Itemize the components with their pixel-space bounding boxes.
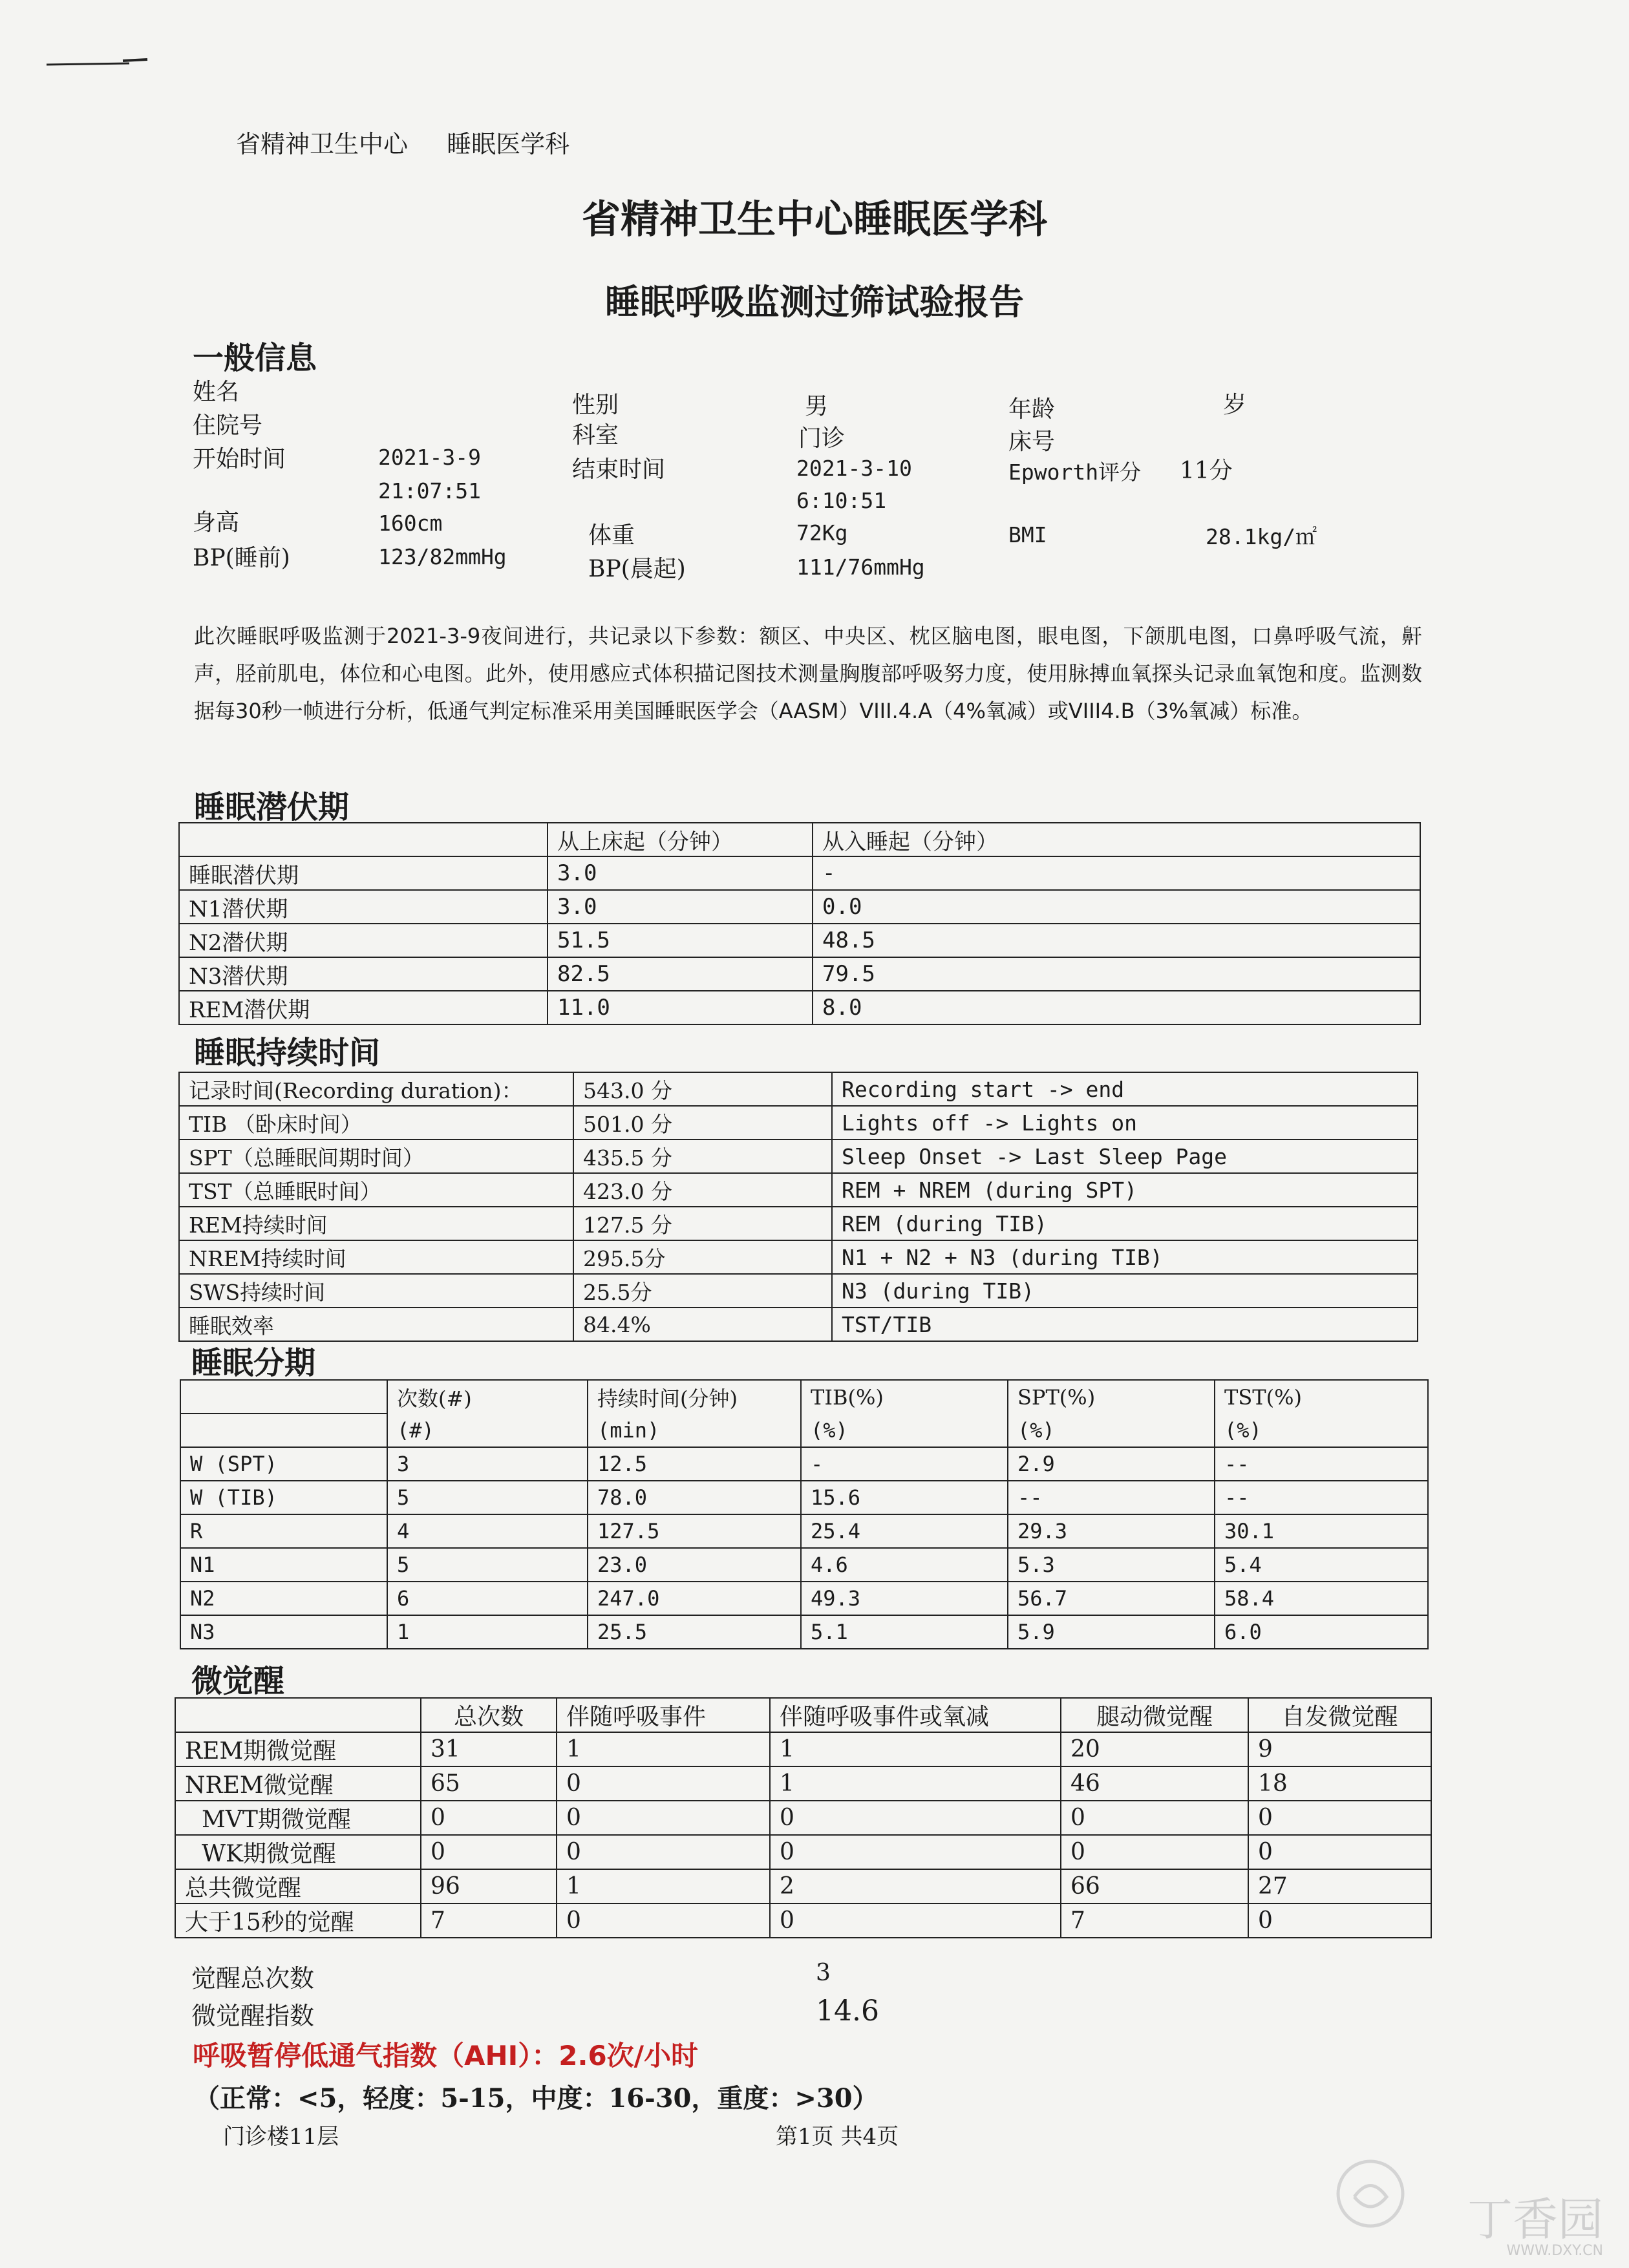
table-cell: 51.5 [548,924,813,957]
table-cell: 0 [557,1801,770,1835]
table-cell: -- [1215,1481,1428,1514]
start-label: 开始时间 [193,446,286,472]
table-cell: 423.0 分 [573,1173,832,1207]
table-row [179,1139,1418,1173]
table-cell: NREM微觉醒 [175,1766,421,1801]
table-row [179,1274,1418,1308]
table-cell: 2 [770,1869,1061,1903]
watermark-logo-icon [1335,2158,1406,2229]
arousal-index-label: 微觉醒指数 [191,2002,315,2030]
table-row [179,1240,1418,1274]
table-cell: 5.1 [801,1615,1008,1649]
section-duration: 睡眠持续时间 [194,1035,381,1071]
table-cell: 1 [557,1732,770,1766]
table-row [179,1308,1418,1341]
table-row [175,1698,1431,1732]
room-value: 门诊 [798,425,846,452]
table-cell: 0 [770,1835,1061,1869]
table-row [179,823,1420,856]
table-header: SPT(%) [1008,1380,1215,1414]
table-cell: 0 [1061,1835,1248,1869]
table-cell: 11.0 [548,991,813,1024]
weight-value: 72Kg [796,520,848,546]
table-header: 自发微觉醒 [1248,1698,1431,1732]
start-date: 2021-3-9 [378,445,481,470]
sex-label: 性别 [572,392,619,418]
bed-label: 床号 [1008,429,1056,455]
table-cell: N3潜伏期 [179,957,548,991]
total-arousal-label: 觉醒总次数 [191,1964,315,1993]
table-cell: 4 [387,1514,588,1548]
table-cell [175,1698,421,1732]
name-label: 姓名 [193,379,240,405]
table-header: TIB(%) [801,1380,1008,1414]
table-cell: REM期微觉醒 [175,1732,421,1766]
admission-label: 住院号 [193,412,263,439]
table-cell: 0 [770,1903,1061,1938]
table-cell: -- [1008,1481,1215,1514]
height-value: 160cm [378,511,443,536]
end-date: 2021-3-10 [796,456,912,481]
table-cell: 8.0 [813,991,1420,1024]
bp-morning-value: 111/76mmHg [796,555,925,580]
duration-table [178,1072,1418,1342]
table-cell: (#) [387,1414,588,1447]
table-header: TST(%) [1215,1380,1428,1414]
table-cell: 29.3 [1008,1514,1215,1548]
table-cell: 23.0 [588,1548,801,1582]
bp-before-label: BP(睡前) [193,545,290,571]
table-cell: REM + NREM (during SPT) [832,1173,1418,1207]
table-row [180,1380,1428,1414]
table-cell: 6.0 [1215,1615,1428,1649]
table-cell: 295.5分 [573,1240,832,1274]
table-cell: 3.0 [548,856,813,890]
section-latency: 睡眠潜伏期 [194,789,350,825]
table-cell: 大于15秒的觉醒 [175,1903,421,1938]
table-cell: TIB （卧床时间） [179,1106,573,1139]
table-cell: 0.0 [813,890,1420,924]
description-paragraph: 此次睡眠呼吸监测于2021-3-9夜间进行，共记录以下参数：额区、中央区、枕区脑电图，眼电图，下颌肌电图，口鼻呼吸气流，鼾声，胫前肌电，体位和心电图。此外，使用感应式体积描记图技术测量胸腹部呼吸努力度，使用脉搏血氧探头记录血氧饱和度。监测数据每30秒一帧进行分析，低通气判定标准采用美国睡眠医学会（AASM）VIII.4.A（4%氧减）或VIII4.B（3%氧减）标准。 [194,624,1422,723]
age-unit: 岁 [1223,392,1247,418]
table-cell: 25.5分 [573,1274,832,1308]
table-row [180,1548,1428,1582]
table-row [180,1414,1428,1447]
header-hospital: 省精神卫生中心 [236,130,409,158]
table-row [175,1903,1431,1938]
table-cell: REM (during TIB) [832,1207,1418,1240]
table-cell: N2潜伏期 [179,924,548,957]
section-staging: 睡眠分期 [191,1345,316,1381]
table-cell: TST（总睡眠时间） [179,1173,573,1207]
section-arousal: 微觉醒 [191,1663,285,1699]
table-cell: (min) [588,1414,801,1447]
watermark-text: 丁香园 [1467,2193,1603,2246]
page-header [236,124,601,160]
table-cell: 12.5 [588,1447,801,1481]
table-cell: 1 [770,1732,1061,1766]
table-header: 从上床起（分钟） [548,823,813,856]
table-cell: 1 [387,1615,588,1649]
table-cell: (%) [801,1414,1008,1447]
table-cell: R [180,1514,387,1548]
table-cell: 睡眠潜伏期 [179,856,548,890]
table-row [179,991,1420,1024]
table-cell: 20 [1061,1732,1248,1766]
table-header: 伴随呼吸事件或氧减 [770,1698,1061,1732]
table-cell: W (SPT) [180,1447,387,1481]
table-cell: 48.5 [813,924,1420,957]
table-row [180,1447,1428,1481]
table-row [179,1072,1418,1106]
table-cell: SPT（总睡眠间期时间） [179,1139,573,1173]
table-row [175,1869,1431,1903]
table-row [179,1207,1418,1240]
table-cell: 1 [770,1766,1061,1801]
table-cell: (%) [1008,1414,1215,1447]
table-cell: 5.9 [1008,1615,1215,1649]
table-header: 总次数 [421,1698,557,1732]
staging-table [180,1379,1429,1649]
table-cell: 82.5 [548,957,813,991]
table-cell: 0 [1248,1903,1431,1938]
table-cell: 0 [1248,1835,1431,1869]
table-header: 伴随呼吸事件 [557,1698,770,1732]
table-cell: 127.5 [588,1514,801,1548]
table-cell: 65 [421,1766,557,1801]
table-cell: 睡眠效率 [179,1308,573,1341]
bmi-value: 28.1kg/㎡ [1206,524,1317,549]
table-cell: 435.5 分 [573,1139,832,1173]
table-row [175,1732,1431,1766]
arousal-index-value: 14.6 [816,1995,879,2028]
table-cell: NREM持续时间 [179,1240,573,1274]
table-cell: 247.0 [588,1582,801,1615]
table-header: 从入睡起（分钟） [813,823,1420,856]
table-cell [179,823,548,856]
end-time: 6:10:51 [796,488,887,513]
table-cell: 79.5 [813,957,1420,991]
table-row [175,1835,1431,1869]
section-general: 一般信息 [193,340,317,376]
table-cell: 25.5 [588,1615,801,1649]
watermark-url: WWW.DXY.CN [1506,2243,1603,2259]
table-row [179,957,1420,991]
table-row [179,1106,1418,1139]
table-cell: 5 [387,1548,588,1582]
arousal-table [175,1697,1432,1938]
table-cell: 27 [1248,1869,1431,1903]
table-cell: 4.6 [801,1548,1008,1582]
table-cell: Recording start -> end [832,1072,1418,1106]
table-cell: 总共微觉醒 [175,1869,421,1903]
bp-before-value: 123/82mmHg [378,544,507,569]
table-cell: 58.4 [1215,1582,1428,1615]
height-label: 身高 [193,509,240,536]
table-cell: SWS持续时间 [179,1274,573,1308]
table-row [179,890,1420,924]
table-cell: - [801,1447,1008,1481]
table-cell: 0 [557,1835,770,1869]
end-label: 结束时间 [572,456,666,483]
table-cell: - [813,856,1420,890]
table-row [179,924,1420,957]
table-cell: 记录时间(Recording duration)： [179,1072,573,1106]
epworth-value: 11分 [1180,458,1233,484]
table-cell: 25.4 [801,1514,1008,1548]
room-label: 科室 [572,422,619,449]
table-cell: 0 [770,1801,1061,1835]
table-row [180,1481,1428,1514]
table-cell: N3 [180,1615,387,1649]
table-cell: N2 [180,1582,387,1615]
table-row [175,1766,1431,1801]
table-cell: -- [1215,1447,1428,1481]
table-header: 次数(#) [387,1380,588,1414]
table-cell: 15.6 [801,1481,1008,1514]
pen-mark [45,58,149,67]
table-cell: 84.4% [573,1308,832,1341]
sex-value: 男 [805,393,829,419]
table-cell: 0 [421,1801,557,1835]
footer-page: 第1页 共4页 [776,2124,899,2150]
table-cell: 0 [1248,1801,1431,1835]
table-header: 腿动微觉醒 [1061,1698,1248,1732]
table-cell: 31 [421,1732,557,1766]
table-cell: 501.0 分 [573,1106,832,1139]
table-cell: 7 [421,1903,557,1938]
table-cell: N1 + N2 + N3 (during TIB) [832,1240,1418,1274]
table-cell: (%) [1215,1414,1428,1447]
table-cell: 6 [387,1582,588,1615]
table-cell: 66 [1061,1869,1248,1903]
table-cell: 49.3 [801,1582,1008,1615]
table-row [175,1801,1431,1835]
table-cell: 2.9 [1008,1447,1215,1481]
table-cell: 0 [421,1835,557,1869]
total-arousal-value: 3 [816,1960,831,1986]
table-cell: 46 [1061,1766,1248,1801]
table-cell: W (TIB) [180,1481,387,1514]
footer-location: 门诊楼11层 [223,2124,339,2150]
table-row [180,1514,1428,1548]
table-cell: 0 [557,1766,770,1801]
table-cell: MVT期微觉醒 [175,1801,421,1835]
table-cell: REM潜伏期 [179,991,548,1024]
ahi-reference: （正常：<5，轻度：5-15，中度：16-30，重度：>30） [194,2083,878,2114]
ahi-line: 呼吸暂停低通气指数（AHI）：2.6次/小时 [193,2040,699,2072]
table-cell: 7 [1061,1903,1248,1938]
start-time: 21:07:51 [378,478,481,503]
table-cell [180,1380,387,1414]
table-cell: 543.0 分 [573,1072,832,1106]
table-cell [180,1414,387,1447]
table-cell: 5.3 [1008,1548,1215,1582]
table-row [180,1615,1428,1649]
age-label: 年龄 [1008,396,1056,423]
table-cell: 0 [557,1903,770,1938]
table-cell: 78.0 [588,1481,801,1514]
table-row [179,856,1420,890]
table-cell: 5.4 [1215,1548,1428,1582]
bp-morning-label: BP(晨起) [588,556,686,582]
table-cell: 0 [1061,1801,1248,1835]
table-cell: N1潜伏期 [179,890,548,924]
epworth-label: Epworth评分 [1008,460,1142,485]
bmi-label: BMI [1008,522,1047,547]
table-cell: Lights off -> Lights on [832,1106,1418,1139]
table-row [180,1582,1428,1615]
table-cell: WK期微觉醒 [175,1835,421,1869]
header-dept: 睡眠医学科 [447,130,570,158]
table-cell: 18 [1248,1766,1431,1801]
table-row [179,1173,1418,1207]
table-cell: 3 [387,1447,588,1481]
table-cell: 3.0 [548,890,813,924]
table-cell: 96 [421,1869,557,1903]
table-header: 持续时间(分钟) [588,1380,801,1414]
table-cell: 127.5 分 [573,1207,832,1240]
table-cell: 5 [387,1481,588,1514]
weight-label: 体重 [588,522,635,549]
table-cell: REM持续时间 [179,1207,573,1240]
report-title: 省精神卫生中心睡眠医学科 [582,197,1047,242]
table-cell: 1 [557,1869,770,1903]
table-cell: Sleep Onset -> Last Sleep Page [832,1139,1418,1173]
latency-table [178,822,1421,1025]
table-cell: N3 (during TIB) [832,1274,1418,1308]
table-cell: 9 [1248,1732,1431,1766]
table-cell: TST/TIB [832,1308,1418,1341]
table-cell: N1 [180,1548,387,1582]
table-cell: 30.1 [1215,1514,1428,1548]
report-subtitle: 睡眠呼吸监测过筛试验报告 [605,282,1024,323]
table-cell: 56.7 [1008,1582,1215,1615]
